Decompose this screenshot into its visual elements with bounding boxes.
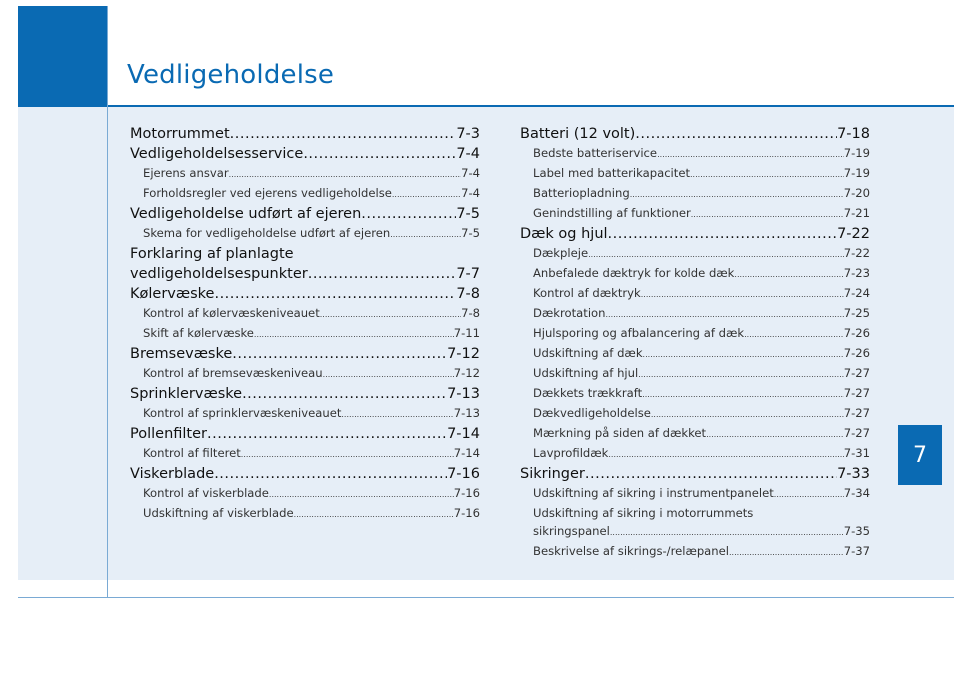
- toc-entry-page: 7-26: [843, 326, 870, 340]
- toc-entry[interactable]: [130, 364, 480, 384]
- header-color-block: [18, 6, 108, 106]
- toc-leader-dots: [241, 446, 454, 464]
- toc-leader-dots: [641, 286, 844, 304]
- toc-leader-dots: [269, 486, 454, 504]
- toc-entry-label: Anbefalede dæktryk for kolde dæk: [533, 266, 735, 280]
- toc-entry[interactable]: [130, 224, 480, 244]
- toc-entry-label: Dækkets trækkraft: [533, 386, 643, 400]
- toc-entry[interactable]: [520, 424, 870, 444]
- toc-entry-label: Kontrol af filteret: [143, 446, 241, 460]
- toc-leader-dots: [229, 166, 461, 184]
- toc-entry[interactable]: [130, 164, 480, 184]
- toc-leader-dots: [608, 446, 843, 464]
- toc-entry-label: Bremsevæske: [130, 346, 233, 362]
- toc-leader-dots: [744, 326, 844, 344]
- toc-leader-dots: [207, 425, 447, 444]
- toc-entry[interactable]: [130, 125, 480, 144]
- toc-entry-page: 7-22: [837, 226, 870, 242]
- toc-leader-dots: [242, 385, 447, 404]
- toc-leader-dots: [323, 366, 454, 384]
- toc-entry-page: 7-26: [843, 346, 870, 360]
- toc-entry-label: Beskrivelse af sikrings-/relæpanel: [533, 544, 729, 558]
- toc-leader-dots: [774, 486, 844, 504]
- toc-leader-dots: [588, 246, 844, 264]
- toc-entry[interactable]: [520, 125, 870, 144]
- toc-entry[interactable]: [520, 264, 870, 284]
- toc-entry[interactable]: [520, 465, 870, 484]
- toc-entry-label: Sprinklervæske: [130, 386, 243, 402]
- toc-entry[interactable]: [520, 484, 870, 504]
- toc-entry-page: 7-12: [453, 366, 480, 380]
- toc-entry[interactable]: [130, 245, 480, 264]
- toc-leader-dots: [341, 406, 453, 424]
- toc-entry-page: 7-4: [461, 186, 480, 200]
- toc-entry-page: 7-21: [843, 206, 870, 220]
- toc-leader-dots: [643, 346, 844, 364]
- toc-entry-page: 7-4: [456, 146, 480, 162]
- toc-leader-dots: [638, 366, 843, 384]
- toc-entry[interactable]: [520, 144, 870, 164]
- toc-entry[interactable]: [520, 225, 870, 244]
- toc-entry-page: 7-16: [453, 506, 480, 520]
- toc-leader-dots: [651, 406, 844, 424]
- toc-leader-dots: [361, 205, 456, 224]
- toc-entry-label: Kontrol af kølervæskeniveauet: [143, 306, 320, 320]
- toc-entry-label: Genindstilling af funktioner: [533, 206, 691, 220]
- toc-entry-label: Kølervæske: [130, 286, 215, 302]
- toc-entry[interactable]: [130, 304, 480, 324]
- toc-entry-label: Udskiftning af viskerblade: [143, 506, 294, 520]
- toc-entry-label: Forholdsregler ved ejerens vedligeholdelse: [143, 186, 392, 200]
- toc-entry[interactable]: [130, 425, 480, 444]
- toc-leader-dots: [585, 465, 837, 484]
- toc-entry-label: Sikringer: [520, 466, 585, 482]
- toc-entry-page: 7-13: [453, 406, 480, 420]
- toc-entry-label: Label med batterikapacitet: [533, 166, 691, 180]
- toc-entry[interactable]: [520, 164, 870, 184]
- toc-entry-label: Udskiftning af dæk: [533, 346, 643, 360]
- toc-leader-dots: [606, 306, 844, 324]
- toc-entry[interactable]: [130, 145, 480, 164]
- toc-entry-label: Hjulsporing og afbalancering af dæk: [533, 326, 745, 340]
- toc-entry[interactable]: [520, 384, 870, 404]
- toc-entry-page: 7-18: [837, 126, 870, 142]
- toc-leader-dots: [320, 306, 461, 324]
- toc-entry-label: Mærkning på siden af dækket: [533, 426, 707, 440]
- toc-leader-dots: [706, 426, 844, 444]
- toc-entry[interactable]: [520, 404, 870, 424]
- toc-entry-page: 7-4: [461, 166, 480, 180]
- toc-entry-label: Vedligeholdelsesservice: [130, 146, 304, 162]
- toc-leader-dots: [390, 226, 461, 244]
- toc-entry[interactable]: [130, 184, 480, 204]
- toc-leader-dots: [635, 125, 837, 144]
- toc-entry[interactable]: [520, 522, 870, 542]
- toc-entry[interactable]: [130, 404, 480, 424]
- toc-entry-label: Vedligeholdelse udført af ejeren: [130, 206, 362, 222]
- toc-entry-page: 7-19: [843, 146, 870, 160]
- toc-entry-page: 7-13: [447, 386, 480, 402]
- toc-right-column: [520, 124, 870, 562]
- toc-entry[interactable]: [520, 444, 870, 464]
- toc-entry-label: Kontrol af sprinklervæskeniveauet: [143, 406, 342, 420]
- toc-leader-dots: [610, 524, 844, 542]
- toc-entry[interactable]: [520, 364, 870, 384]
- toc-entry-page: 7-22: [843, 246, 870, 260]
- toc-leader-dots: [734, 266, 843, 284]
- toc-entry-label: vedligeholdelsespunkter: [130, 266, 308, 282]
- toc-entry[interactable]: [520, 324, 870, 344]
- toc-leader-dots: [303, 145, 456, 164]
- chapter-number: 7: [913, 442, 927, 468]
- toc-entry-label: Skema for vedligeholdelse udført af ejeren: [143, 226, 391, 240]
- toc-entry-label: Viskerblade: [130, 466, 215, 482]
- toc-leader-dots: [691, 206, 844, 224]
- toc-entry-label: Kontrol af dæktryk: [533, 286, 641, 300]
- toc-entry-label: Udskiftning af hjul: [533, 366, 639, 380]
- toc-entry-page: 7-3: [456, 126, 480, 142]
- toc-entry-label: Skift af kølervæske: [143, 326, 254, 340]
- toc-entry-page: 7-23: [843, 266, 870, 280]
- toc-entry[interactable]: [520, 344, 870, 364]
- toc-entry-label: Kontrol af bremsevæskeniveau: [143, 366, 323, 380]
- toc-entry-label: Dækrotation: [533, 306, 606, 320]
- toc-entry-page: 7-8: [461, 306, 480, 320]
- toc-leader-dots: [657, 146, 844, 164]
- toc-entry-page: 7-12: [447, 346, 480, 362]
- toc-entry-label: Dæk og hjul: [520, 226, 608, 242]
- toc-entry[interactable]: [520, 284, 870, 304]
- toc-leader-dots: [308, 265, 457, 284]
- toc-leader-dots: [729, 544, 844, 562]
- toc-entry-page: 7-25: [843, 306, 870, 320]
- toc-entry-label: Dækpleje: [533, 246, 589, 260]
- toc-entry-page: 7-34: [843, 486, 870, 500]
- toc-entry-label: Batteriopladning: [533, 186, 630, 200]
- toc-entry-label: Pollenfilter: [130, 426, 207, 442]
- toc-entry-page: 7-16: [453, 486, 480, 500]
- toc-entry[interactable]: [130, 484, 480, 504]
- toc-entry[interactable]: [520, 184, 870, 204]
- chapter-tab[interactable]: [898, 425, 942, 485]
- toc-entry-page: 7-33: [837, 466, 870, 482]
- page-title: Vedligeholdelse: [127, 60, 335, 90]
- toc-entry[interactable]: [130, 465, 480, 484]
- toc-leader-dots: [214, 285, 456, 304]
- toc-entry[interactable]: [130, 444, 480, 464]
- toc-entry-page: 7-27: [843, 426, 870, 440]
- toc-leader-dots: [642, 386, 844, 404]
- toc-entry-label: Ejerens ansvar: [143, 166, 229, 180]
- margin-line: [107, 6, 108, 598]
- toc-entry-label: Batteri (12 volt): [520, 126, 636, 142]
- toc-entry[interactable]: [130, 504, 480, 524]
- toc-entry-page: 7-19: [843, 166, 870, 180]
- toc-leader-dots: [608, 225, 838, 244]
- toc-entry-page: 7-35: [843, 524, 870, 538]
- toc-entry-page: 7-24: [843, 286, 870, 300]
- toc-entry-label: sikringspanel: [533, 524, 610, 538]
- toc-entry-label: Forklaring af planlagte: [130, 246, 294, 262]
- toc-entry-page: 7-5: [456, 206, 480, 222]
- toc-leader-dots: [392, 186, 461, 204]
- toc-entry-page: 7-27: [843, 406, 870, 420]
- toc-entry-page: 7-14: [447, 426, 480, 442]
- toc-entry-label: Bedste batteriservice: [533, 146, 658, 160]
- toc-leader-dots: [294, 506, 454, 524]
- toc-entry-page: 7-27: [843, 366, 870, 380]
- toc-entry-page: 7-14: [453, 446, 480, 460]
- toc-entry-page: 7-8: [456, 286, 480, 302]
- toc-entry[interactable]: [520, 244, 870, 264]
- toc-entry[interactable]: [520, 304, 870, 324]
- toc-entry-page: 7-16: [447, 466, 480, 482]
- toc-entry[interactable]: [130, 205, 480, 224]
- toc-entry-label: Motorrummet: [130, 126, 230, 142]
- header-rule: [18, 105, 954, 107]
- toc-leader-dots: [230, 125, 457, 144]
- footer-rule: [18, 597, 954, 598]
- toc-entry[interactable]: [130, 385, 480, 404]
- toc-entry-page: 7-27: [843, 386, 870, 400]
- toc-entry[interactable]: [520, 542, 870, 562]
- toc-leader-dots: [254, 326, 454, 344]
- toc-entry[interactable]: [130, 345, 480, 364]
- toc-entry-label: Udskiftning af sikring i motorrummets: [533, 506, 754, 520]
- toc-entry-page: 7-31: [843, 446, 870, 460]
- toc-left-column: [130, 124, 480, 524]
- toc-entry[interactable]: [520, 204, 870, 224]
- toc-leader-dots: [214, 465, 447, 484]
- toc-entry-label: Kontrol af viskerblade: [143, 486, 269, 500]
- toc-entry-page: 7-5: [461, 226, 480, 240]
- toc-leader-dots: [630, 186, 844, 204]
- toc-entry-label: Udskiftning af sikring i instrumentpanelet: [533, 486, 774, 500]
- toc-entry[interactable]: [130, 265, 480, 284]
- toc-entry-page: 7-7: [456, 266, 480, 282]
- toc-entry-page: 7-11: [453, 326, 480, 340]
- toc-leader-dots: [232, 345, 447, 364]
- toc-entry-page: 7-37: [843, 544, 870, 558]
- toc-entry[interactable]: [130, 324, 480, 344]
- toc-entry-label: Lavprofildæk: [533, 446, 609, 460]
- toc-entry[interactable]: [130, 285, 480, 304]
- toc-entry-page: 7-20: [843, 186, 870, 200]
- toc-entry[interactable]: [520, 504, 870, 522]
- toc-leader-dots: [690, 166, 844, 184]
- toc-entry-label: Dækvedligeholdelse: [533, 406, 651, 420]
